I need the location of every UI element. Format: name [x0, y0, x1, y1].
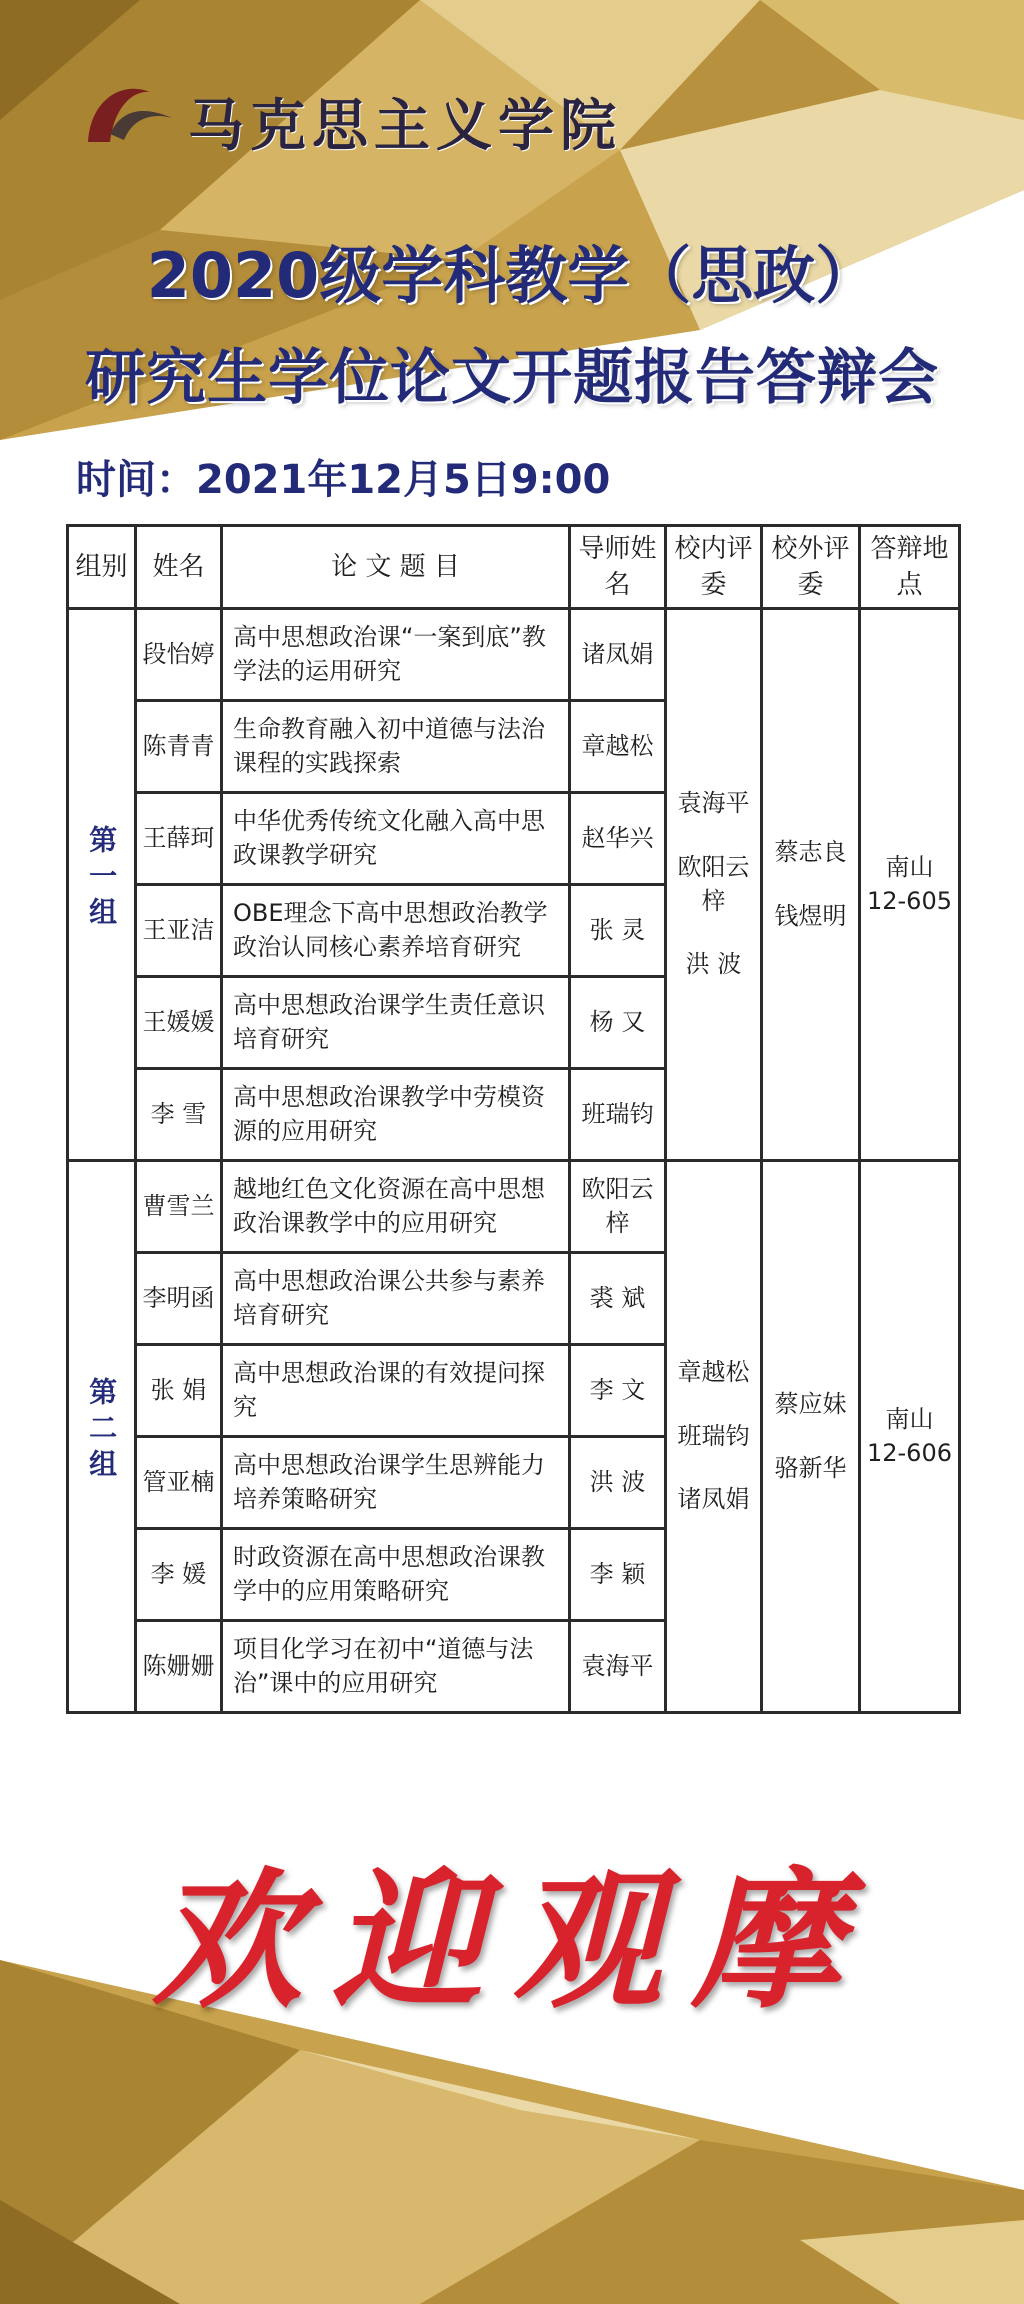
header-topic: 论 文 题 目: [222, 526, 570, 609]
student-name: 李明函: [136, 1253, 222, 1345]
internal-judges: [666, 609, 762, 1161]
judge-name: 袁海平: [677, 789, 750, 818]
external-judges: [762, 1161, 860, 1713]
student-name: 王亚洁: [136, 885, 222, 977]
defense-location: 南山 12-606: [860, 1161, 960, 1713]
header-group: 组别: [68, 526, 136, 609]
header-location: 答辩地点: [860, 526, 960, 609]
student-name: 段怡婷: [136, 609, 222, 701]
group-label: 第二组: [68, 1161, 136, 1713]
judge-name: 蔡应妹: [774, 1389, 847, 1418]
student-name: 曹雪兰: [136, 1161, 222, 1253]
welcome-banner: 欢迎观摩: [151, 1853, 872, 2029]
logo-text: 马克思主义学院: [188, 93, 622, 159]
judge-name: 班瑞钧: [677, 1421, 750, 1450]
thesis-topic: 高中思想政治课公共参与素养培育研究: [222, 1253, 570, 1345]
judge-name: 洪 波: [685, 950, 742, 979]
table-row: [68, 609, 960, 701]
student-name: 李 雪: [136, 1069, 222, 1161]
header-internal-judges: 校内评委: [666, 526, 762, 609]
thesis-topic: 中华优秀传统文化融入高中思政课教学研究: [222, 793, 570, 885]
advisor-name: 袁海平: [570, 1621, 666, 1713]
group-label: 第一组: [68, 609, 136, 1161]
advisor-name: 诸凤娟: [570, 609, 666, 701]
header-name: 姓名: [136, 526, 222, 609]
student-name: 管亚楠: [136, 1437, 222, 1529]
advisor-name: 张 灵: [570, 885, 666, 977]
advisor-name: 裘 斌: [570, 1253, 666, 1345]
student-name: 陈姗姗: [136, 1621, 222, 1713]
defense-location: 南山 12-605: [860, 609, 960, 1161]
advisor-name: 班瑞钧: [570, 1069, 666, 1161]
thesis-topic: 高中思想政治课的有效提问探究: [222, 1345, 570, 1437]
thesis-topic: 越地红色文化资源在高中思想政治课教学中的应用研究: [222, 1161, 570, 1253]
student-name: 李 媛: [136, 1529, 222, 1621]
external-judges: [762, 609, 860, 1161]
school-logo: [80, 72, 660, 162]
judge-name: 诸凤娟: [677, 1485, 750, 1514]
advisor-name: 欧阳云梓: [570, 1161, 666, 1253]
thesis-topic: 高中思想政治课教学中劳模资源的应用研究: [222, 1069, 570, 1161]
judge-name: 钱煜明: [774, 901, 847, 930]
thesis-topic: 生命教育融入初中道德与法治课程的实践探索: [222, 701, 570, 793]
thesis-topic: OBE理念下高中思想政治教学政治认同核心素养培育研究: [222, 885, 570, 977]
thesis-topic: 高中思想政治课“一案到底”教学法的运用研究: [222, 609, 570, 701]
event-time: 时间：2021年12月5日9:00: [76, 457, 611, 503]
advisor-name: 赵华兴: [570, 793, 666, 885]
thesis-topic: 时政资源在高中思想政治课教学中的应用策略研究: [222, 1529, 570, 1621]
header-advisor: 导师姓名: [570, 526, 666, 609]
student-name: 王薛珂: [136, 793, 222, 885]
header-external-judges: 校外评委: [762, 526, 860, 609]
page-title-line1: 2020级学科教学（思政）: [146, 239, 878, 312]
table-header-row: [68, 526, 960, 609]
advisor-name: 杨 又: [570, 977, 666, 1069]
internal-judges: [666, 1161, 762, 1713]
thesis-topic: 高中思想政治课学生责任意识培育研究: [222, 977, 570, 1069]
logo-swoosh-icon: [80, 72, 180, 152]
defense-schedule-table: [66, 524, 961, 1714]
student-name: 陈青青: [136, 701, 222, 793]
advisor-name: 李 文: [570, 1345, 666, 1437]
advisor-name: 章越松: [570, 701, 666, 793]
advisor-name: 洪 波: [570, 1437, 666, 1529]
thesis-topic: 项目化学习在初中“道德与法治”课中的应用研究: [222, 1621, 570, 1713]
page-title-line2: 研究生学位论文开题报告答辩会: [85, 343, 939, 413]
thesis-topic: 高中思想政治课学生思辨能力培养策略研究: [222, 1437, 570, 1529]
advisor-name: 李 颖: [570, 1529, 666, 1621]
student-name: 张 娟: [136, 1345, 222, 1437]
student-name: 王媛媛: [136, 977, 222, 1069]
judge-name: 欧阳云梓: [677, 852, 750, 915]
judge-name: 蔡志良: [774, 837, 847, 866]
judge-name: 骆新华: [774, 1453, 847, 1482]
judge-name: 章越松: [677, 1358, 750, 1387]
table-row: [68, 1161, 960, 1253]
